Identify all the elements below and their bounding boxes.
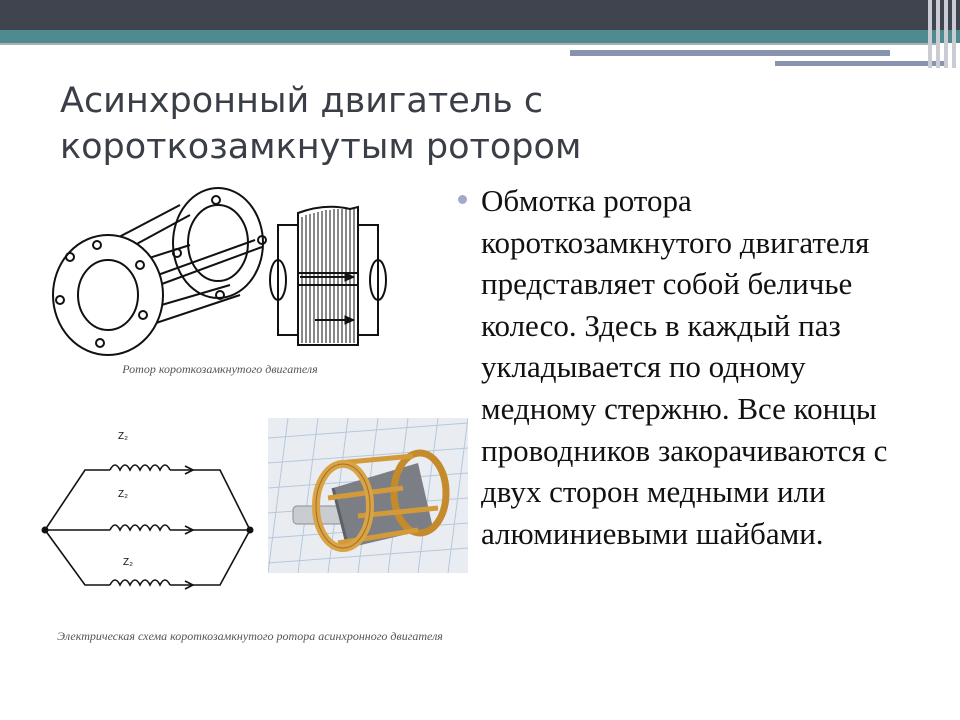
circuit-caption: Электрическая схема короткозамкнутого ротора асинхронного двигателя	[57, 629, 443, 643]
teal-band	[0, 30, 960, 43]
top-bar	[0, 0, 960, 30]
rotor-3d-image	[268, 418, 468, 573]
rotor-drawing-caption: Ротор короткозамкнутого двигателя	[122, 362, 318, 376]
slide-title: Асинхронный двигатель с короткозамкнутым ротором	[60, 81, 582, 167]
impedance-label-middle: Z₂	[118, 489, 128, 500]
circuit-diagram	[30, 425, 270, 610]
accent-line-short	[775, 61, 945, 66]
corner-stripes	[924, 0, 960, 70]
bullet-marker	[458, 195, 467, 204]
impedance-label-top: Z₂	[118, 431, 128, 442]
accent-line	[570, 50, 890, 56]
impedance-label-bottom: Z₂	[123, 557, 133, 568]
rotor-drawing	[40, 185, 390, 360]
bullet-list	[458, 180, 928, 554]
divider-line	[0, 43, 940, 45]
bullet-text: Обмотка ротора короткозамкнутого двигателя представляет собой беличье колесо. Здесь в каждый паз укладывается по одному медному стержню. Все концы проводников закорачиваются с двух сторон медными или алюминиевыми шайбами.	[481, 183, 888, 551]
